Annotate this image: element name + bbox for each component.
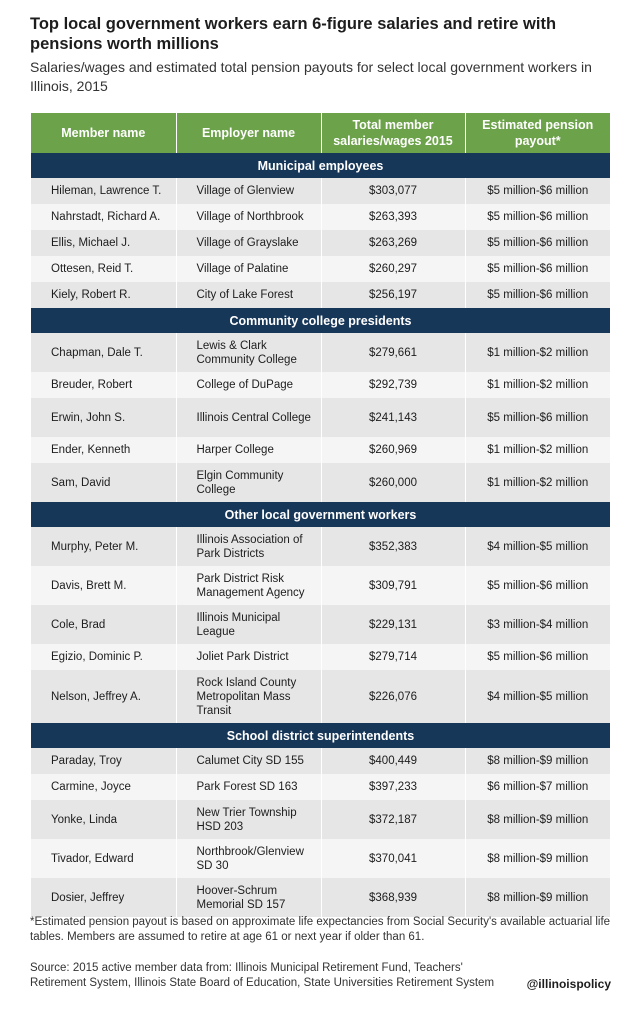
table-row (31, 333, 610, 372)
table-row (31, 878, 610, 917)
employer-name-cell: Village of Palatine (176, 256, 321, 282)
table-row (31, 748, 610, 774)
table-row (31, 230, 610, 256)
member-name-cell: Yonke, Linda (31, 800, 176, 839)
employer-name-cell: Village of Grayslake (176, 230, 321, 256)
source-note: Source: 2015 active member data from: Illinois Municipal Retirement Fund, Teachers' Retirement System, Illinois State Board of Education, State Universities Retirement System (30, 962, 495, 989)
employer-name-cell: Hoover-Schrum Memorial SD 157 (176, 878, 321, 917)
pension-cell: $4 million-$5 million (465, 527, 610, 566)
member-name-cell: Nelson, Jeffrey A. (31, 670, 176, 723)
employer-name-cell: Rock Island County Metropolitan Mass Transit (176, 670, 321, 723)
employer-name-cell: New Trier Township HSD 203 (176, 800, 321, 839)
member-name-cell: Sam, David (31, 463, 176, 502)
salary-cell: $400,449 (321, 748, 465, 774)
page-title: Top local government workers earn 6-figure salaries and retire with pensions worth millions (30, 15, 557, 53)
pension-cell: $4 million-$5 million (465, 670, 610, 723)
salary-cell: $229,131 (321, 605, 465, 644)
pension-cell: $5 million-$6 million (465, 230, 610, 256)
pension-cell: $5 million-$6 million (465, 566, 610, 605)
salary-cell: $260,000 (321, 463, 465, 502)
column-header-pension: Estimated pension payout* (465, 113, 610, 153)
employer-name-cell: Harper College (176, 437, 321, 463)
employer-name-cell: Village of Northbrook (176, 204, 321, 230)
section-header-row (31, 153, 610, 178)
table-row (31, 282, 610, 308)
table-row (31, 839, 610, 878)
member-name-cell: Nahrstadt, Richard A. (31, 204, 176, 230)
employer-name-cell: Lewis & Clark Community College (176, 333, 321, 372)
salary-cell: $303,077 (321, 178, 465, 204)
pension-cell: $5 million-$6 million (465, 644, 610, 670)
member-name-cell: Breuder, Robert (31, 372, 176, 398)
pension-cell: $5 million-$6 million (465, 398, 610, 437)
salary-cell: $279,714 (321, 644, 465, 670)
pension-cell: $5 million-$6 million (465, 204, 610, 230)
pension-cell: $5 million-$6 million (465, 282, 610, 308)
table-row (31, 800, 610, 839)
employer-name-cell: Illinois Municipal League (176, 605, 321, 644)
table-row (31, 463, 610, 502)
pension-cell: $8 million-$9 million (465, 800, 610, 839)
employer-name-cell: Calumet City SD 155 (176, 748, 321, 774)
member-name-cell: Dosier, Jeffrey (31, 878, 176, 917)
section-title: Municipal employees (31, 153, 610, 178)
pension-cell: $3 million-$4 million (465, 605, 610, 644)
pension-cell: $1 million-$2 million (465, 437, 610, 463)
table-row (31, 644, 610, 670)
table-row (31, 527, 610, 566)
employer-name-cell: Village of Glenview (176, 178, 321, 204)
member-name-cell: Davis, Brett M. (31, 566, 176, 605)
section-header-row (31, 502, 610, 527)
member-name-cell: Erwin, John S. (31, 398, 176, 437)
pension-cell: $8 million-$9 million (465, 748, 610, 774)
salary-cell: $368,939 (321, 878, 465, 917)
employer-name-cell: College of DuPage (176, 372, 321, 398)
table-row (31, 774, 610, 800)
salary-cell: $241,143 (321, 398, 465, 437)
salary-cell: $263,269 (321, 230, 465, 256)
page-subtitle: Salaries/wages and estimated total pension payouts for select local government workers in Illinois, 2015 (30, 59, 592, 94)
pension-cell: $8 million-$9 million (465, 878, 610, 917)
salary-cell: $292,739 (321, 372, 465, 398)
pension-cell: $8 million-$9 million (465, 839, 610, 878)
section-header-row (31, 723, 610, 748)
footnote: *Estimated pension payout is based on approximate life expectancies from Social Security's available actuarial life tables. Members are assumed to retire at age 61 or next year if older than 61. (30, 916, 611, 943)
table-row (31, 566, 610, 605)
section-title: School district superintendents (31, 723, 610, 748)
table-row (31, 605, 610, 644)
table-header-row (31, 113, 610, 153)
twitter-handle: @illinoispolicy (526, 977, 611, 991)
column-header-member-name: Member name (31, 113, 176, 153)
column-header-salaries: Total member salaries/wages 2015 (321, 113, 465, 153)
member-name-cell: Carmine, Joyce (31, 774, 176, 800)
employer-name-cell: Northbrook/Glenview SD 30 (176, 839, 321, 878)
table-row (31, 670, 610, 723)
employer-name-cell: Park Forest SD 163 (176, 774, 321, 800)
pension-cell: $6 million-$7 million (465, 774, 610, 800)
member-name-cell: Chapman, Dale T. (31, 333, 176, 372)
salary-cell: $260,969 (321, 437, 465, 463)
column-header-employer-name: Employer name (176, 113, 321, 153)
member-name-cell: Tivador, Edward (31, 839, 176, 878)
member-name-cell: Hileman, Lawrence T. (31, 178, 176, 204)
member-name-cell: Ellis, Michael J. (31, 230, 176, 256)
section-title: Other local government workers (31, 502, 610, 527)
salary-cell: $352,383 (321, 527, 465, 566)
section-title: Community college presidents (31, 308, 610, 333)
salary-cell: $263,393 (321, 204, 465, 230)
table-row (31, 398, 610, 437)
pension-cell: $5 million-$6 million (465, 256, 610, 282)
member-name-cell: Murphy, Peter M. (31, 527, 176, 566)
employer-name-cell: Park District Risk Management Agency (176, 566, 321, 605)
member-name-cell: Kiely, Robert R. (31, 282, 176, 308)
pension-cell: $1 million-$2 million (465, 333, 610, 372)
salary-cell: $397,233 (321, 774, 465, 800)
salary-cell: $372,187 (321, 800, 465, 839)
table-row (31, 437, 610, 463)
employer-name-cell: Illinois Association of Park Districts (176, 527, 321, 566)
salary-cell: $309,791 (321, 566, 465, 605)
table-row (31, 204, 610, 230)
pension-cell: $5 million-$6 million (465, 178, 610, 204)
member-name-cell: Ender, Kenneth (31, 437, 176, 463)
employer-name-cell: City of Lake Forest (176, 282, 321, 308)
pension-cell: $1 million-$2 million (465, 463, 610, 502)
table-row (31, 178, 610, 204)
member-name-cell: Paraday, Troy (31, 748, 176, 774)
salary-cell: $279,661 (321, 333, 465, 372)
employer-name-cell: Joliet Park District (176, 644, 321, 670)
salary-cell: $226,076 (321, 670, 465, 723)
pension-cell: $1 million-$2 million (465, 372, 610, 398)
salary-cell: $256,197 (321, 282, 465, 308)
employer-name-cell: Illinois Central College (176, 398, 321, 437)
salary-cell: $260,297 (321, 256, 465, 282)
salary-cell: $370,041 (321, 839, 465, 878)
table-row (31, 256, 610, 282)
table-row (31, 372, 610, 398)
table-body (31, 153, 610, 917)
employer-name-cell: Elgin Community College (176, 463, 321, 502)
member-name-cell: Cole, Brad (31, 605, 176, 644)
section-header-row (31, 308, 610, 333)
member-name-cell: Egizio, Dominic P. (31, 644, 176, 670)
pension-table (31, 113, 610, 917)
member-name-cell: Ottesen, Reid T. (31, 256, 176, 282)
